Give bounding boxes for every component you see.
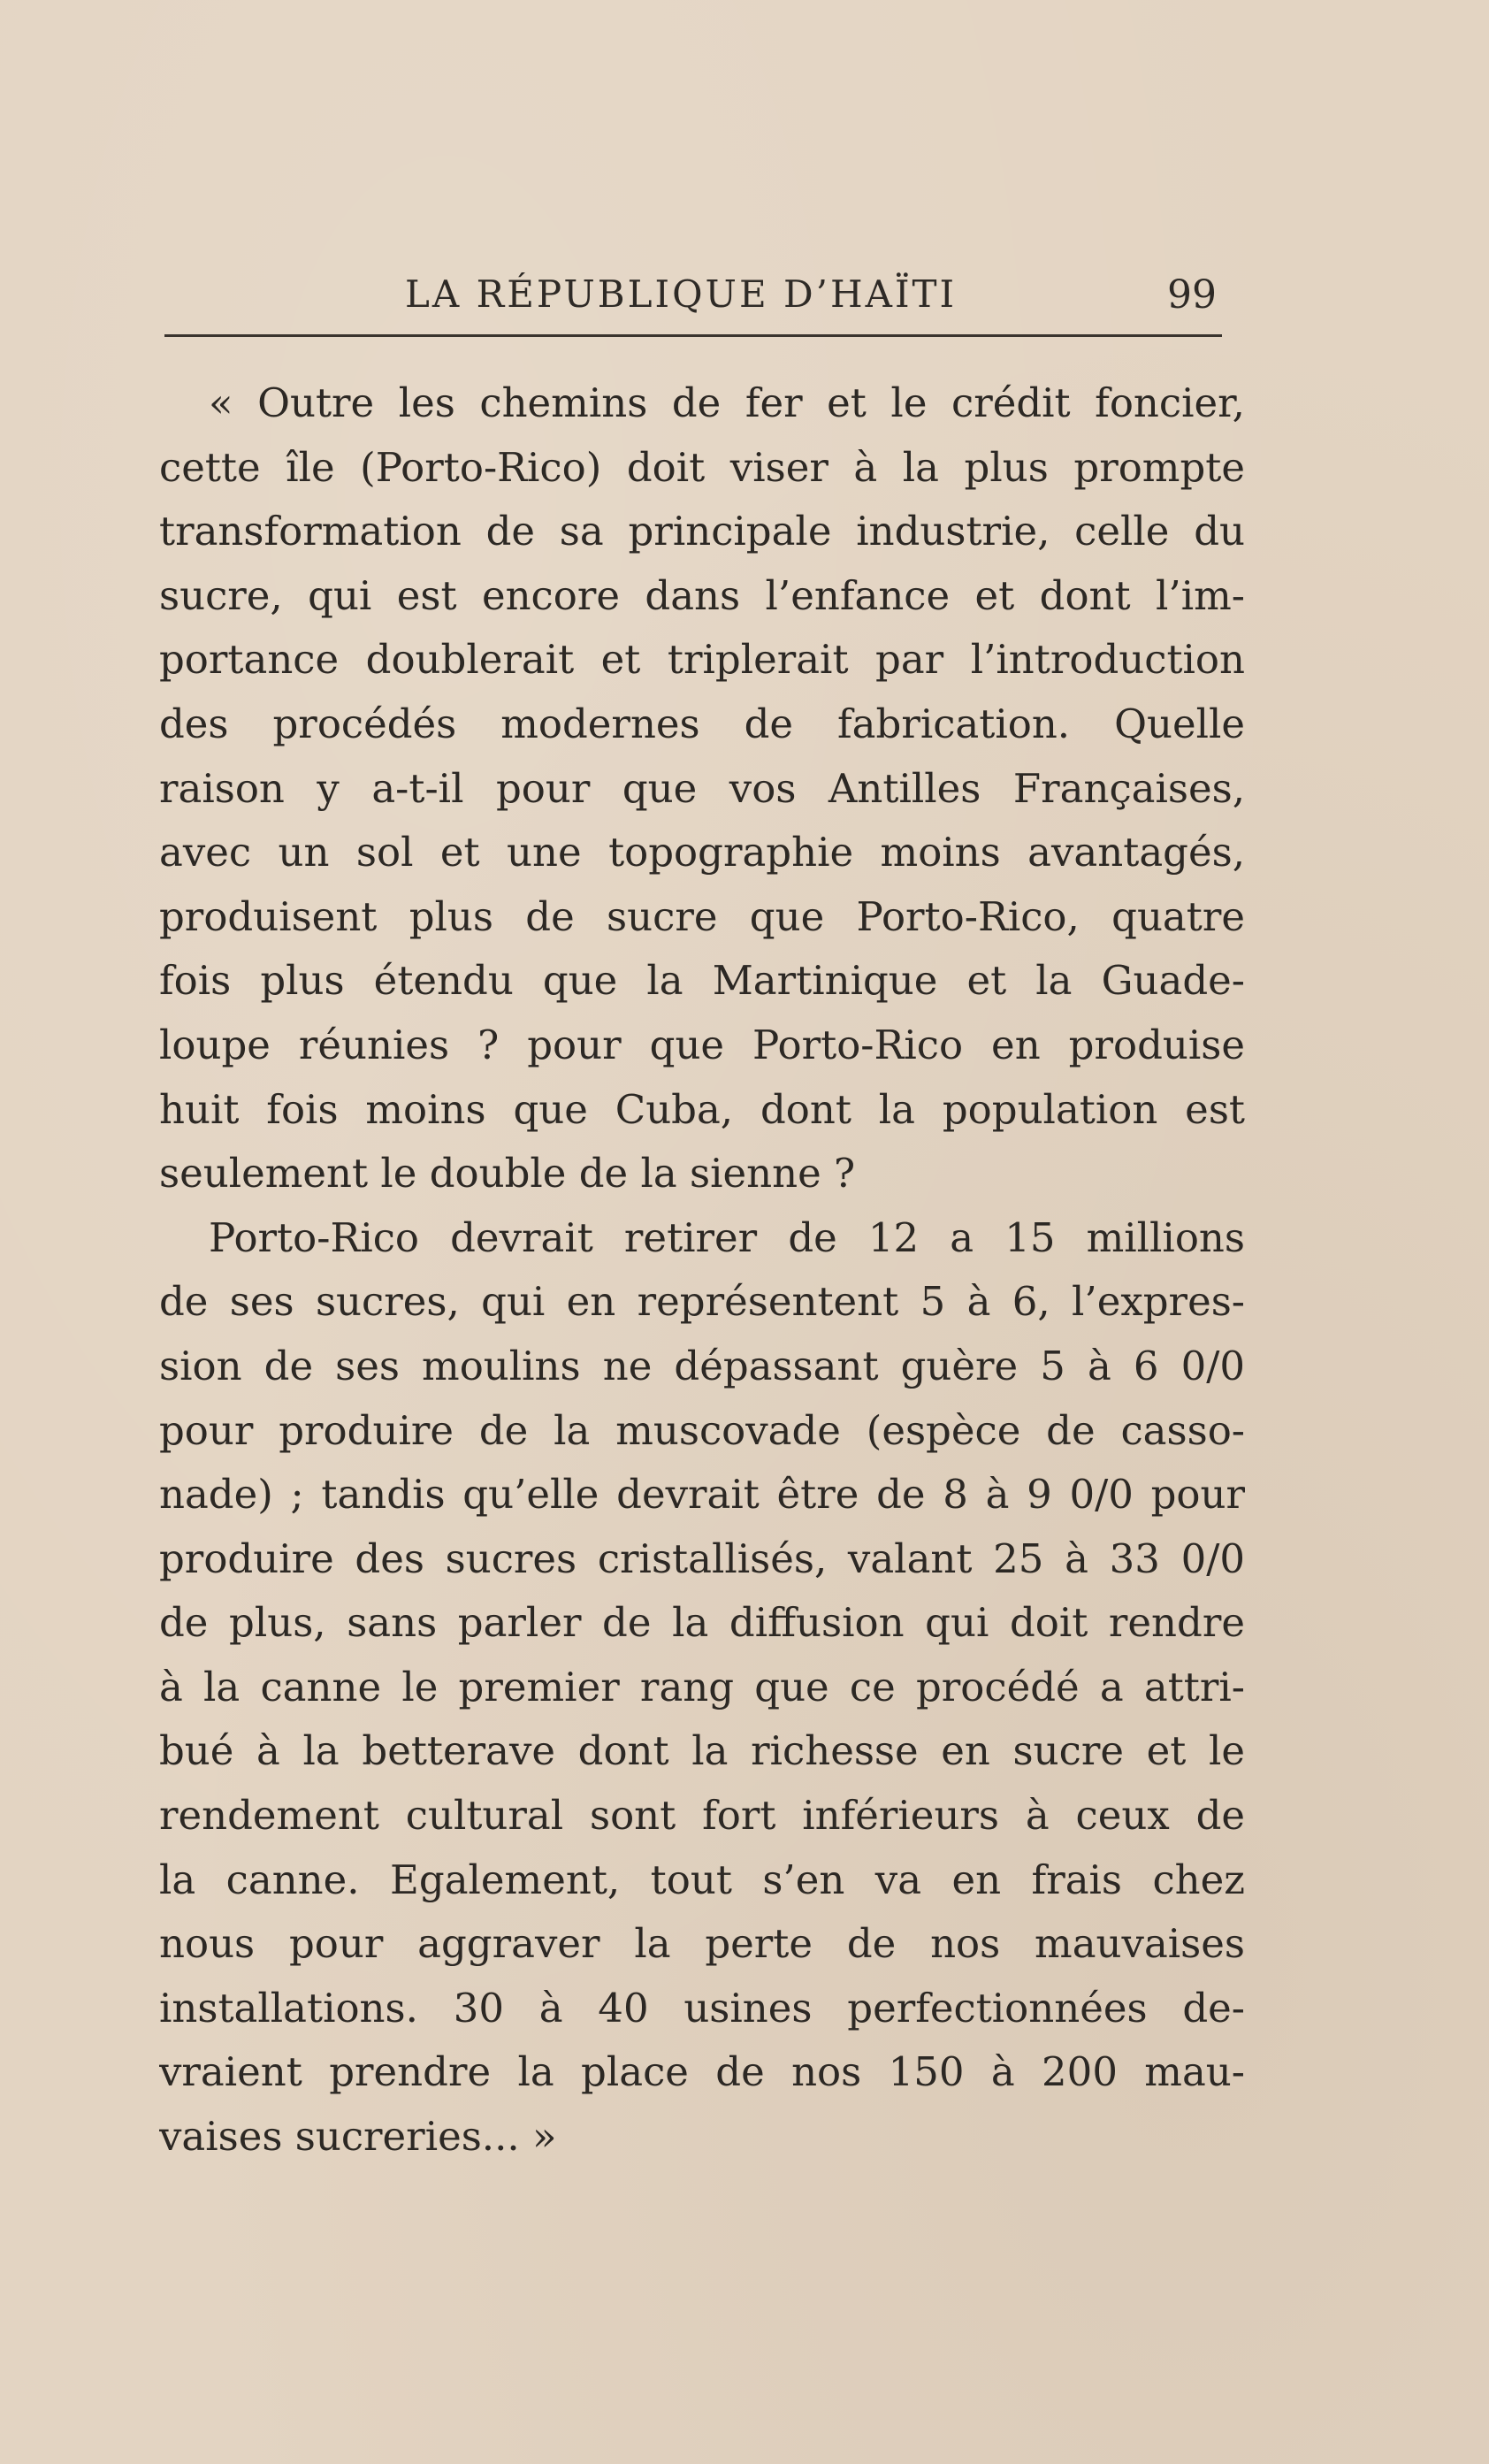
- text-line: raison y a-t-il pour que vos Antilles Françaises,: [159, 764, 1245, 812]
- text-line: des procédés modernes de fabrication. Quelle: [159, 700, 1245, 747]
- text-line: fois plus étendu que la Martinique et la Guade-: [159, 957, 1245, 1005]
- text-line: à la canne le premier rang que ce procédé a attri-: [159, 1663, 1245, 1710]
- text-line: nade) ; tandis qu’elle devrait être de 8 à 9 0/0 pour: [159, 1471, 1245, 1519]
- text-line: loupe réunies ? pour que Porto-Rico en produise: [159, 1021, 1245, 1068]
- text-line: installations. 30 à 40 usines perfectionnées de-: [159, 1984, 1245, 2032]
- text-line: sion de ses moulins ne dépassant guère 5 à 6 0/0: [159, 1342, 1245, 1389]
- text-line: vraient prendre la place de nos 150 à 200 mau-: [159, 2048, 1245, 2096]
- running-title: LA RÉPUBLIQUE D’HAÏTI: [405, 272, 958, 316]
- text-line: produire des sucres cristallisés, valant 25 à 33 0/0: [159, 1534, 1245, 1582]
- text-line: portance doublerait et triplerait par l’introduction: [159, 636, 1245, 684]
- text-line: pour produire de la muscovade (espèce de casso-: [159, 1406, 1245, 1454]
- text-line: produisent plus de sucre que Porto-Rico, quatre: [159, 892, 1245, 940]
- text-line: de ses sucres, qui en représentent 5 à 6, l’expres-: [159, 1278, 1245, 1326]
- text-line: nous pour aggraver la perte de nos mauvaises: [159, 1920, 1245, 1968]
- header-rule: [164, 334, 1222, 337]
- text-line: vaises sucreries... »: [159, 2113, 557, 2161]
- text-line: bué à la betterave dont la richesse en sucre et le: [159, 1727, 1245, 1775]
- text-line: seulement le double de la sienne ?: [159, 1150, 856, 1198]
- text-line: transformation de sa principale industrie, celle du: [159, 508, 1245, 555]
- text-line: Porto-Rico devrait retirer de 12 a 15 millions: [209, 1213, 1245, 1261]
- text-line: « Outre les chemins de fer et le crédit foncier,: [209, 379, 1245, 426]
- page-number: 99: [1167, 272, 1217, 318]
- body-text: [159, 371, 1245, 2169]
- text-line: avec un sol et une topographie moins avantagés,: [159, 829, 1245, 876]
- text-line: cette île (Porto-Rico) doit viser à la plus prompte: [159, 443, 1245, 491]
- running-head: [159, 272, 1227, 334]
- text-line: huit fois moins que Cuba, dont la population est: [159, 1085, 1245, 1133]
- text-line: de plus, sans parler de la diffusion qui doit rendre: [159, 1599, 1245, 1647]
- text-line: la canne. Egalement, tout s’en va en frais chez: [159, 1856, 1245, 1903]
- text-line: rendement cultural sont fort inférieurs à ceux de: [159, 1792, 1245, 1840]
- text-line: sucre, qui est encore dans l’enfance et dont l’im-: [159, 571, 1245, 619]
